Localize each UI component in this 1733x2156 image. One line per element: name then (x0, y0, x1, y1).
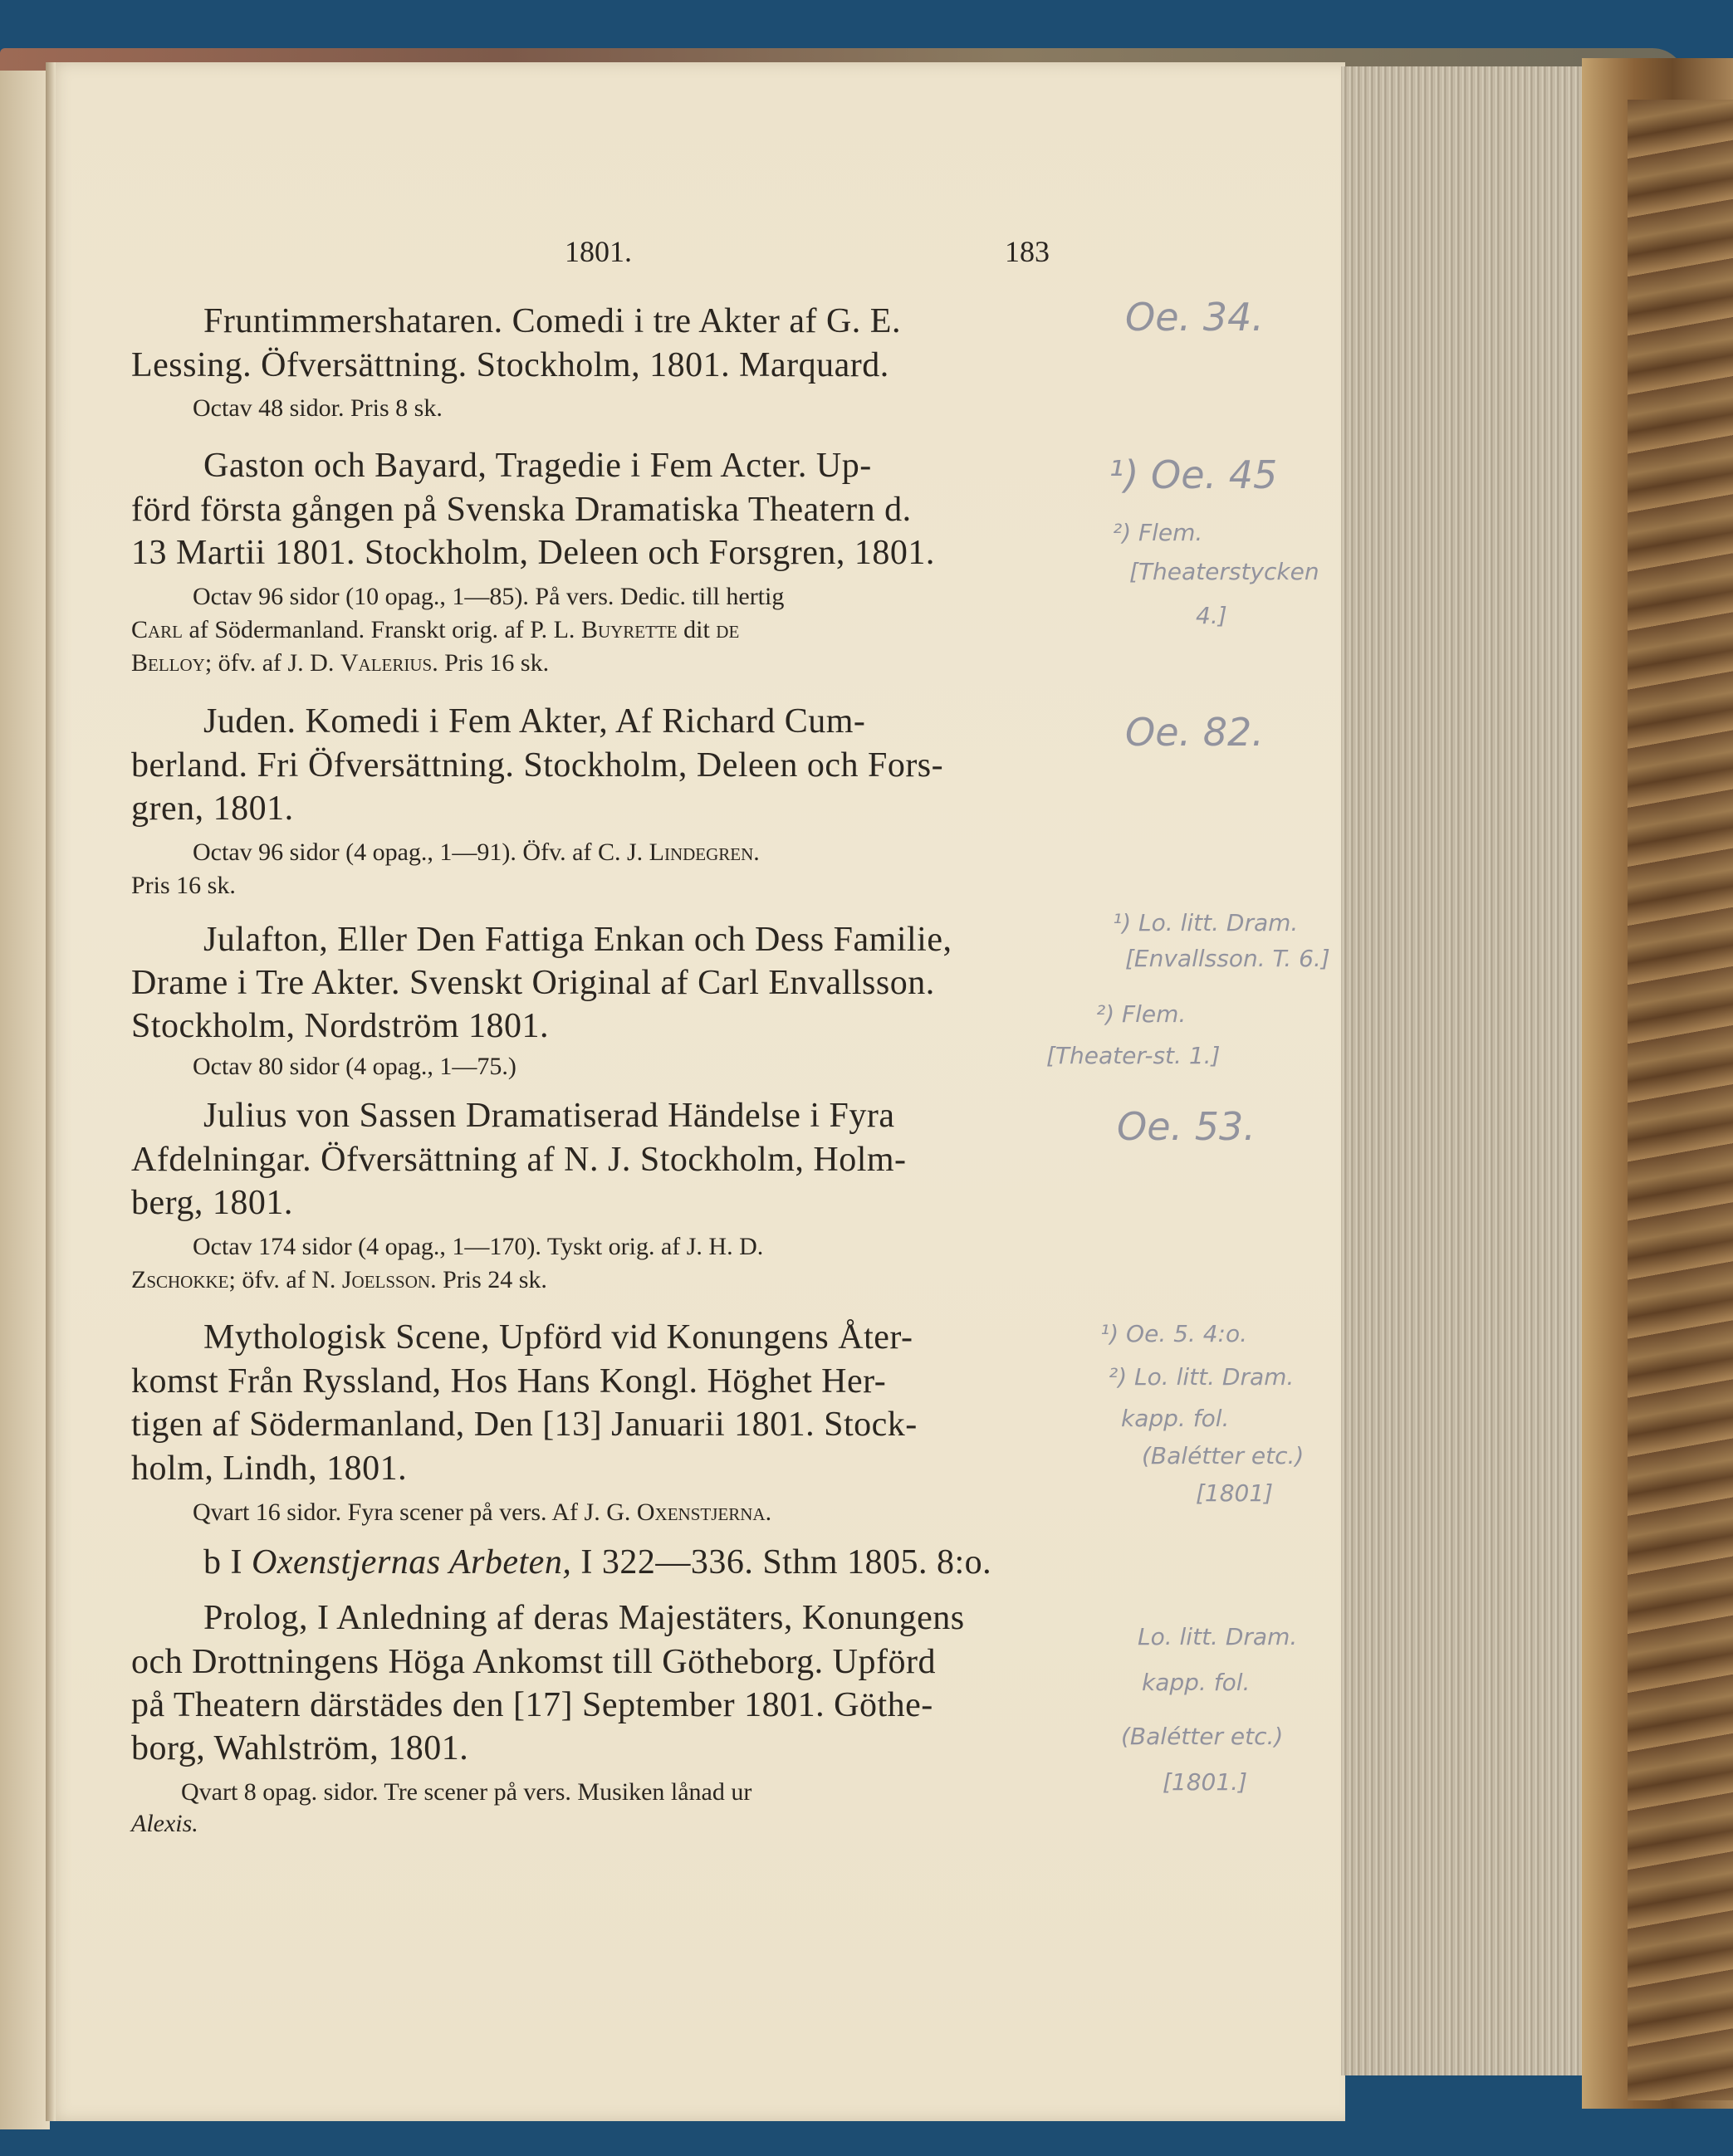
entry-title-line: komst Från Ryssland, Hos Hans Kongl. Höghet Her- (131, 1362, 887, 1401)
entry-title-line: Juden. Komedi i Fem Akter, Af Richard Cum- (203, 702, 866, 741)
entry-note-line: Octav 174 sidor (4 opag., 1—170). Tyskt orig. af J. H. D. (193, 1233, 764, 1260)
entry-title-line: förd första gången på Svenska Dramatiska Theatern d. (131, 491, 912, 529)
extra-suffix: I 322—336. Sthm 1805. 8:o. (571, 1543, 992, 1582)
margin-note: Oe. 53. (1117, 1104, 1256, 1149)
entry-note-line: Zschokke; öfv. af N. Joelsson. Pris 24 sk. (131, 1266, 547, 1293)
margin-note: [1801.] (1163, 1768, 1248, 1796)
entry-title-line: Fruntimmershataren. Comedi i tre Akter af G. E. (203, 302, 901, 340)
entry-extra-line (203, 1542, 991, 1582)
marbled-cover (1628, 100, 1733, 2100)
extra-italic-title: Oxenstjernas Arbeten, (252, 1543, 572, 1582)
entry-title-line: Drame i Tre Akter. Svenskt Original af Carl Envallsson. (131, 964, 935, 1002)
margin-note: 4.] (1196, 602, 1227, 629)
entry-note-line: Qvart 16 sidor. Fyra scener på vers. Af J. G. Oxenstjerna. (193, 1498, 772, 1526)
margin-note: ²) Lo. litt. Dram. (1109, 1363, 1295, 1391)
entry-note-line: Octav 80 sidor (4 opag., 1—75.) (193, 1053, 516, 1080)
entry-note-line: Pris 16 sk. (131, 872, 236, 899)
entry-note-line: Octav 96 sidor (10 opag., 1—85). På vers. Dedic. till hertig (193, 583, 785, 610)
margin-note: ²) Flem. (1113, 519, 1203, 546)
margin-note: (Balétter etc.) (1142, 1442, 1305, 1469)
margin-note: [Theater-st. 1.] (1046, 1042, 1221, 1069)
margin-note: ¹) Lo. litt. Dram. (1113, 909, 1299, 936)
margin-note: Lo. litt. Dram. (1138, 1623, 1298, 1650)
entry-title-line: gren, 1801. (131, 790, 294, 828)
margin-note: [Theaterstycken (1129, 558, 1319, 585)
entry-title-line: på Theatern därstädes den [17] September 1801. Göthe- (131, 1686, 933, 1724)
entry-title-line: tigen af Södermanland, Den [13] Januarii 1801. Stock- (131, 1406, 918, 1444)
page-gutter (46, 62, 56, 2121)
running-head-year: 1801. (565, 235, 632, 268)
margin-note: ²) Flem. (1096, 1000, 1187, 1028)
entry-title-line: 13 Martii 1801. Stockholm, Deleen och Forsgren, 1801. (131, 534, 935, 572)
margin-note: kapp. fol. (1142, 1669, 1251, 1696)
entry-title-line: holm, Lindh, 1801. (131, 1450, 408, 1488)
entry-title-line: Lessing. Öfversättning. Stockholm, 1801. Marquard. (131, 346, 889, 384)
entry-title-line: Mythologisk Scene, Upförd vid Konungens Åter- (203, 1318, 913, 1357)
extra-prefix: b I (203, 1543, 252, 1582)
margin-note: (Balétter etc.) (1121, 1723, 1284, 1750)
margin-note: [Envallsson. T. 6.] (1125, 945, 1330, 972)
entry-title-line: Stockholm, Nordström 1801. (131, 1007, 549, 1045)
margin-note: ¹) Oe. 5. 4:o. (1100, 1320, 1248, 1347)
entry-title-line: berg, 1801. (131, 1184, 293, 1222)
entry-note-line: Alexis. (131, 1810, 198, 1837)
entry-note-line: Qvart 8 opag. sidor. Tre scener på vers. Musiken lånad ur (181, 1778, 752, 1806)
page-number: 183 (1005, 235, 1050, 268)
margin-note: Oe. 82. (1125, 710, 1264, 755)
entry-title-line: borg, Wahlström, 1801. (131, 1729, 469, 1767)
entry-note-line: Belloy; öfv. af J. D. Valerius. Pris 16 sk. (131, 649, 550, 677)
entry-title-line: Julafton, Eller Den Fattiga Enkan och Dess Familie, (203, 921, 952, 959)
entry-note-line: Octav 96 sidor (4 opag., 1—91). Öfv. af C. J. Lindegren. (193, 838, 760, 866)
entry-title-line: Prolog, I Anledning af deras Majestäters, Konungens (203, 1599, 965, 1637)
margin-note: kapp. fol. (1121, 1405, 1230, 1432)
entry-title-line: och Drottningens Höga Ankomst till Götheborg. Upförd (131, 1643, 936, 1681)
entry-title-line: Gaston och Bayard, Tragedie i Fem Acter. Up- (203, 447, 872, 485)
entry-title-line: berland. Fri Öfversättning. Stockholm, Deleen och Fors- (131, 746, 944, 785)
entry-title-line: Afdelningar. Öfversättning af N. J. Stockholm, Holm- (131, 1141, 907, 1179)
entry-title-line: Julius von Sassen Dramatiserad Händelse i Fyra (203, 1097, 895, 1135)
margin-note: Oe. 34. (1125, 295, 1264, 340)
entry-note-line: Octav 48 sidor. Pris 8 sk. (193, 394, 443, 422)
margin-note: ¹) Oe. 45 (1109, 452, 1278, 497)
margin-note: [1801] (1196, 1479, 1274, 1507)
page-block-edges (1341, 66, 1590, 2075)
entry-note-line: Carl af Södermanland. Franskt orig. af P. L. Buyrette dit de (131, 616, 740, 643)
left-page-edge (0, 71, 50, 2129)
